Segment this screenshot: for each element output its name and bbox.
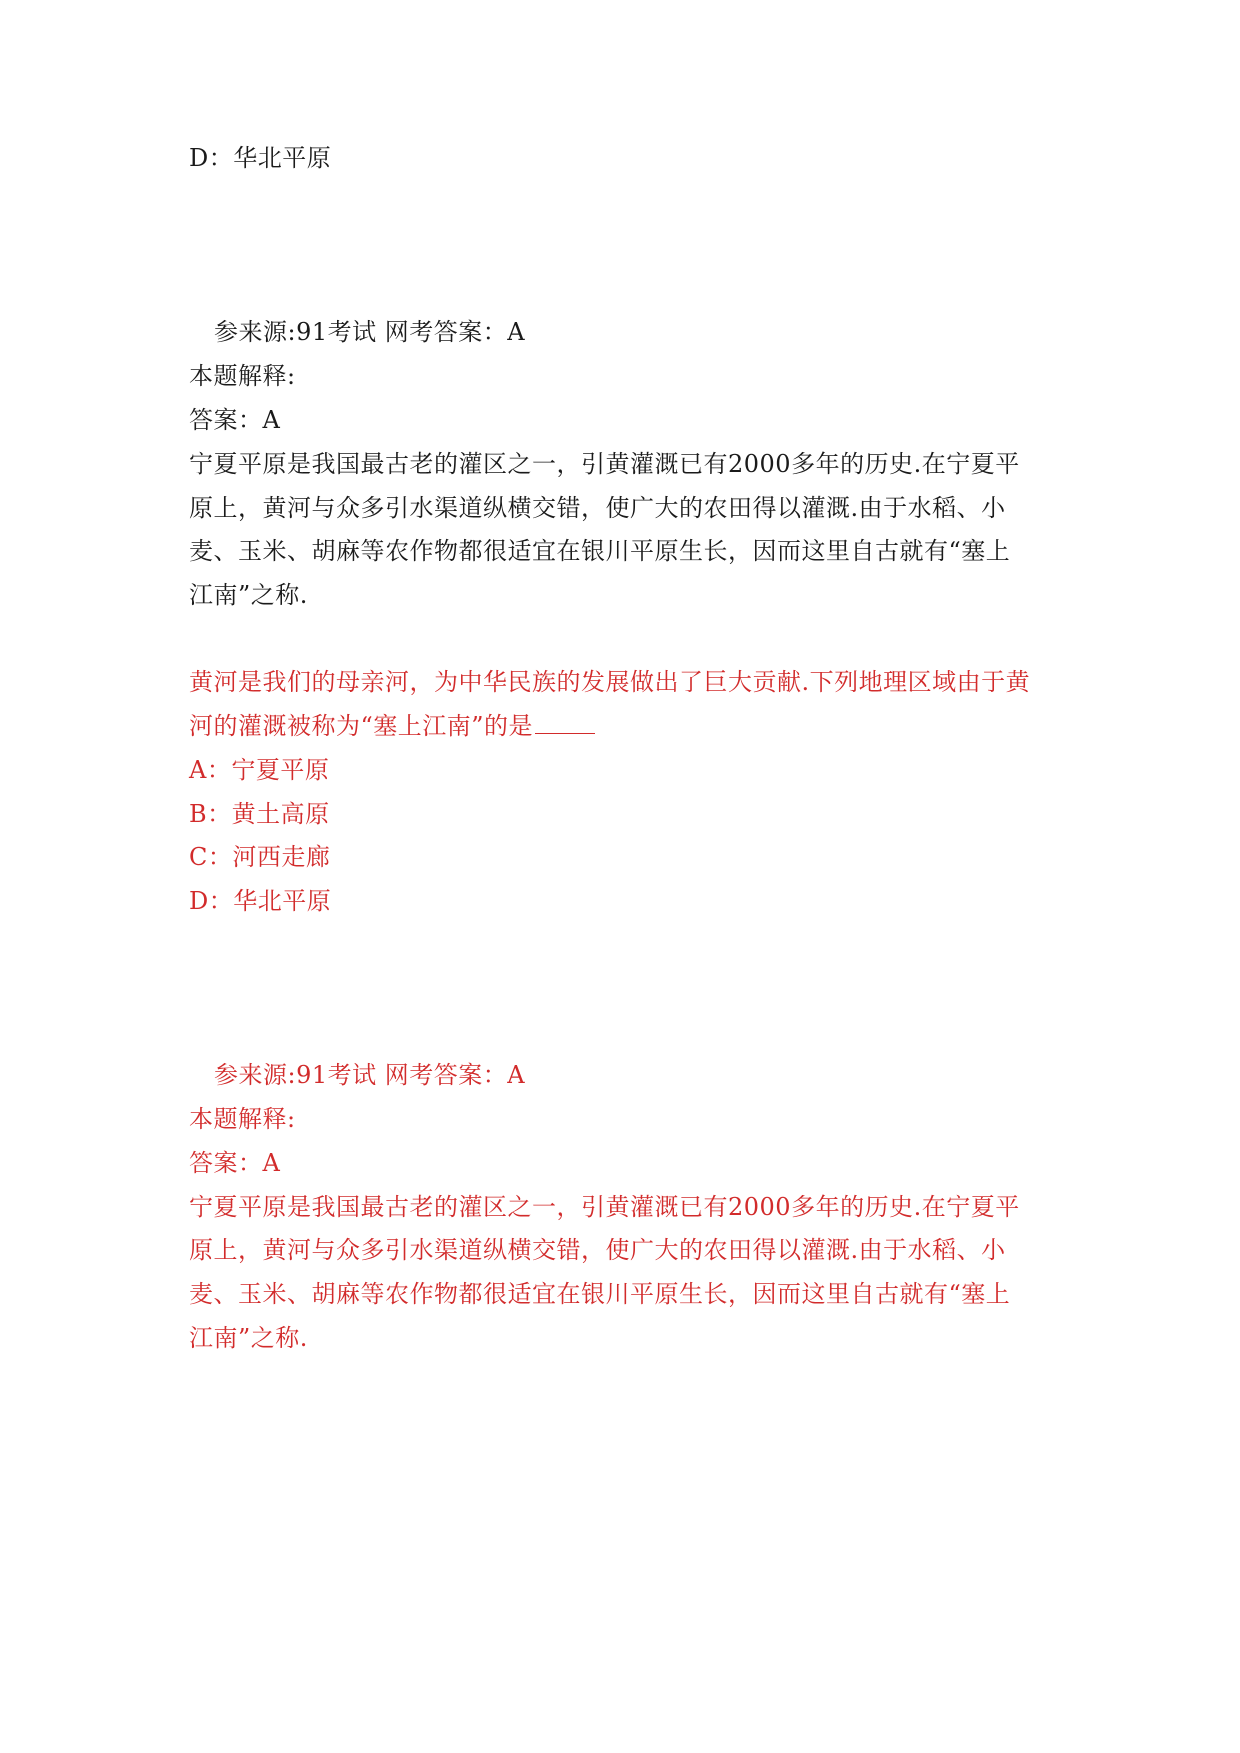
answer-source: 参来源:91考试 网考答案：A — [214, 1061, 526, 1089]
option-a: A：宁夏平原 — [189, 756, 330, 784]
prev-answer-source: 参来源:91考试 网考答案：A — [214, 318, 526, 346]
option-b: B：黄土高原 — [189, 800, 330, 828]
explanation-line-1: 宁夏平原是我国最古老的灌区之一，引黄灌溉已有2000多年的历史.在宁夏平 — [189, 1193, 1020, 1221]
prev-answer: 答案：A — [189, 406, 281, 434]
explanation-label: 本题解释: — [189, 1105, 296, 1133]
explanation-line-2: 原上，黄河与众多引水渠道纵横交错，使广大的农田得以灌溉.由于水稻、小 — [189, 1236, 1006, 1264]
prev-option-d: D：华北平原 — [189, 144, 332, 172]
explanation-line-4: 江南”之称. — [189, 1324, 308, 1352]
prev-explanation-line-1: 宁夏平原是我国最古老的灌区之一，引黄灌溉已有2000多年的历史.在宁夏平 — [189, 450, 1020, 478]
explanation-line-3: 麦、玉米、胡麻等农作物都很适宜在银川平原生长，因而这里自古就有“塞上 — [189, 1280, 1011, 1308]
question-stem-line-2 — [189, 714, 595, 738]
prev-explanation-line-3: 麦、玉米、胡麻等农作物都很适宜在银川平原生长，因而这里自古就有“塞上 — [189, 537, 1011, 565]
prev-explanation-label: 本题解释: — [189, 362, 296, 390]
prev-explanation-line-4: 江南”之称. — [189, 581, 308, 609]
answer-blank — [535, 733, 595, 734]
question-stem-line-1: 黄河是我们的母亲河，为中华民族的发展做出了巨大贡献.下列地理区域由于黄 — [189, 668, 1031, 696]
answer: 答案：A — [189, 1149, 281, 1177]
question-stem-text: 河的灌溉被称为“塞上江南”的是 — [189, 712, 534, 740]
option-c: C：河西走廊 — [189, 843, 331, 871]
option-d: D：华北平原 — [189, 887, 332, 915]
prev-explanation-line-2: 原上，黄河与众多引水渠道纵横交错，使广大的农田得以灌溉.由于水稻、小 — [189, 494, 1006, 522]
